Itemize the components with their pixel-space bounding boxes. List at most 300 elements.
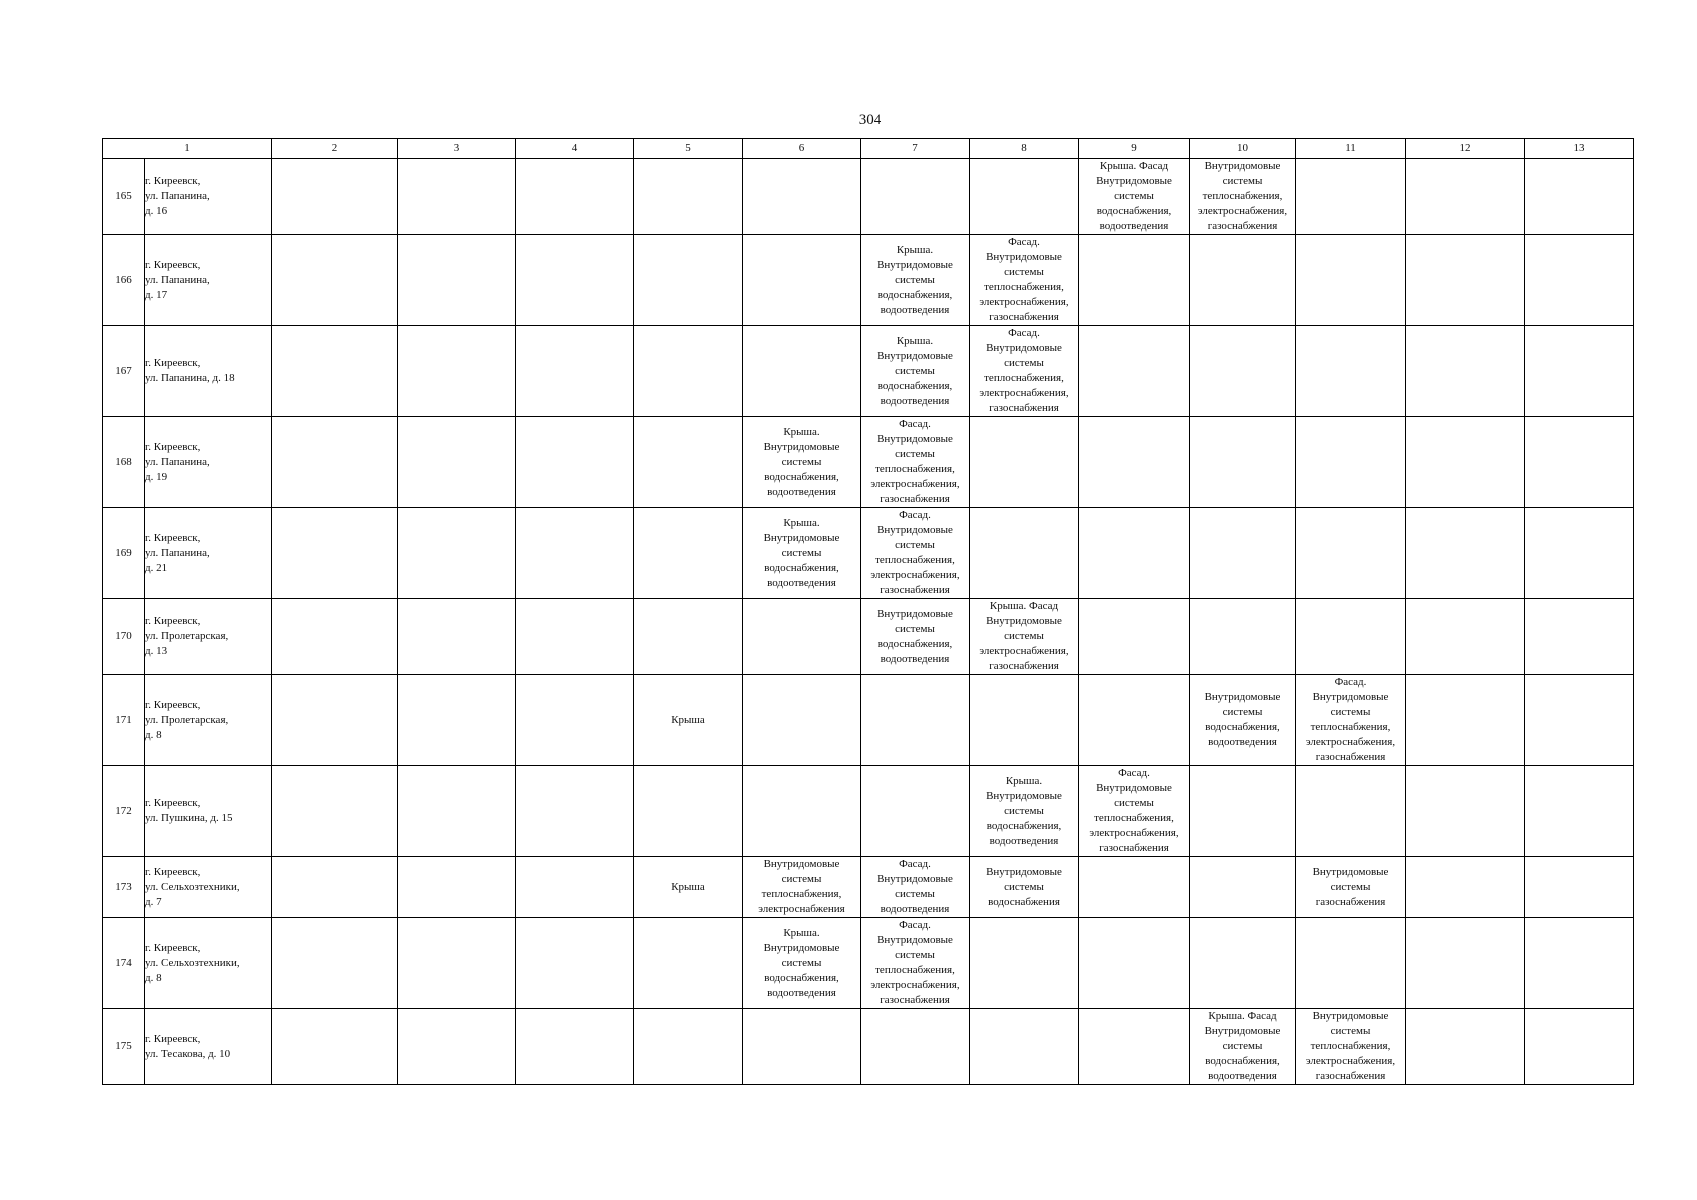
- work-cell-col-10: [1190, 326, 1296, 417]
- work-cell-col-9: [1079, 599, 1190, 675]
- table-row: [103, 918, 1634, 1009]
- address-line: г. Киреевск,: [145, 1032, 201, 1045]
- work-line: системы: [1004, 804, 1044, 817]
- work-line: Фасад.: [1118, 767, 1150, 779]
- address-cell: [145, 675, 272, 766]
- work-line: теплоснабжения,: [1094, 812, 1174, 824]
- row-number: 170: [103, 599, 145, 675]
- work-line: водоотведения: [767, 576, 836, 589]
- address-cell: [145, 857, 272, 918]
- table-row: [103, 159, 1634, 235]
- work-cell-col-9: [1079, 675, 1190, 766]
- work-cell-col-10: [1190, 766, 1296, 857]
- work-line: системы: [895, 888, 935, 900]
- work-cell-col-8: [970, 918, 1079, 1009]
- table-row: [103, 766, 1634, 857]
- table-row: [103, 417, 1634, 508]
- column-header: 10: [1190, 139, 1296, 159]
- work-line: системы: [1330, 1025, 1371, 1037]
- work-line: Фасад.: [1008, 327, 1040, 339]
- column-header: 9: [1079, 139, 1190, 159]
- work-line: газоснабжения: [1207, 220, 1278, 232]
- work-cell-col-3: [398, 599, 516, 675]
- work-cell-col-13: [1525, 599, 1634, 675]
- work-cell-col-12: [1406, 508, 1525, 599]
- work-cell-col-5: [634, 159, 743, 235]
- work-cell-col-8: [970, 675, 1079, 766]
- work-cell-col-6: [743, 235, 861, 326]
- work-cell-col-7: [861, 159, 970, 235]
- work-line: водоснабжения,: [1205, 1055, 1280, 1067]
- row-number: 171: [103, 675, 145, 766]
- work-cell-col-2: [272, 599, 398, 675]
- work-line: водоотведения: [880, 394, 950, 407]
- work-cell-col-8: [970, 417, 1079, 508]
- work-cell-col-9: [1079, 159, 1190, 235]
- work-cell-col-4: [516, 508, 634, 599]
- address-line: г. Киреевск,: [145, 615, 201, 627]
- work-line: системы: [1330, 706, 1371, 718]
- work-cell-col-5: [634, 326, 743, 417]
- work-line: электроснабжения,: [1305, 736, 1396, 748]
- work-cell-col-5: [634, 599, 743, 675]
- work-line: Крыша.: [783, 516, 820, 529]
- address-cell: [145, 417, 272, 508]
- work-line: газоснабжения: [989, 402, 1059, 414]
- work-cell-col-10: [1190, 918, 1296, 1009]
- work-line: Внутридомовые: [1312, 865, 1389, 878]
- work-cell-col-9: [1079, 1009, 1190, 1085]
- work-line: водоотведения: [1208, 736, 1277, 748]
- work-line: системы: [895, 364, 935, 377]
- work-cell-col-8: [970, 159, 1079, 235]
- work-line: Внутридомовые: [763, 858, 840, 870]
- work-line: Внутридомовые: [877, 433, 953, 445]
- row-number: 166: [103, 235, 145, 326]
- work-line: водоотведения: [767, 485, 836, 498]
- work-cell-col-3: [398, 159, 516, 235]
- work-line: системы: [895, 273, 935, 286]
- work-line: теплоснабжения,: [1310, 721, 1391, 733]
- work-cell-col-5: [634, 1009, 743, 1085]
- work-line: газоснабжения: [989, 311, 1059, 323]
- work-cell-col-5: [634, 508, 743, 599]
- work-line: системы: [1004, 630, 1044, 642]
- work-cell-col-6: [743, 508, 861, 599]
- work-cell-col-11: [1296, 326, 1406, 417]
- column-header: 5: [634, 139, 743, 159]
- work-cell-col-6: [743, 766, 861, 857]
- work-line: Крыша. Фасад: [1208, 1010, 1277, 1022]
- work-line: системы: [1222, 175, 1263, 187]
- column-header: 1: [103, 139, 272, 159]
- work-line: Внутридомовые: [877, 934, 953, 946]
- work-line: электроснабжения,: [1305, 1055, 1396, 1067]
- work-cell-col-6: [743, 599, 861, 675]
- work-cell-col-7: [861, 235, 970, 326]
- work-cell-col-5: [634, 675, 743, 766]
- table-row: [103, 508, 1634, 599]
- work-cell-col-8: [970, 857, 1079, 918]
- work-cell-col-11: [1296, 1009, 1406, 1085]
- table-row: [103, 675, 1634, 766]
- work-line: системы: [781, 546, 822, 559]
- work-line: электроснабжения,: [979, 387, 1069, 399]
- column-number-row: [103, 139, 1634, 159]
- work-cell-col-2: [272, 918, 398, 1009]
- address-line: ул. Папанина,: [145, 190, 210, 202]
- address-line: ул. Пролетарская,: [145, 713, 229, 726]
- work-cell-col-6: [743, 1009, 861, 1085]
- work-line: водоснабжения,: [986, 819, 1062, 832]
- work-cell-col-10: [1190, 159, 1296, 235]
- work-line: Фасад.: [899, 418, 931, 430]
- work-cell-col-10: [1190, 675, 1296, 766]
- work-line: Крыша.: [783, 425, 820, 438]
- address-line: г. Киреевск,: [145, 175, 201, 187]
- work-cell-col-13: [1525, 766, 1634, 857]
- work-line: Фасад.: [899, 509, 931, 521]
- work-line: Фасад.: [1008, 236, 1040, 248]
- work-cell-col-5: [634, 766, 743, 857]
- work-cell-col-13: [1525, 326, 1634, 417]
- work-line: теплоснабжения,: [984, 372, 1064, 384]
- work-cell-col-2: [272, 235, 398, 326]
- work-line: водоснабжения,: [1205, 721, 1280, 733]
- work-line: Крыша.: [896, 243, 934, 256]
- work-cell-col-7: [861, 326, 970, 417]
- work-line: газоснабжения: [880, 994, 950, 1006]
- work-line: системы: [895, 949, 935, 961]
- work-line: Внутридомовые: [877, 349, 953, 362]
- work-cell-col-3: [398, 326, 516, 417]
- work-cell-col-7: [861, 918, 970, 1009]
- address-line: г. Киреевск,: [145, 941, 201, 954]
- work-line: системы: [895, 448, 935, 460]
- work-line: водоснабжения,: [1096, 205, 1172, 217]
- row-number: 172: [103, 766, 145, 857]
- address-line: д. 8: [145, 728, 162, 741]
- work-cell-col-3: [398, 675, 516, 766]
- work-cell-col-8: [970, 1009, 1079, 1085]
- work-cell-col-2: [272, 766, 398, 857]
- work-cell-col-8: [970, 766, 1079, 857]
- work-cell-col-4: [516, 159, 634, 235]
- work-line: системы: [1004, 266, 1044, 278]
- work-cell-col-2: [272, 508, 398, 599]
- work-cell-col-13: [1525, 508, 1634, 599]
- work-cell-col-7: [861, 599, 970, 675]
- page-number: 304: [858, 112, 882, 128]
- work-line: Внутридомовые: [763, 531, 840, 544]
- work-cell-col-5: [634, 417, 743, 508]
- work-cell-col-12: [1406, 766, 1525, 857]
- work-line: водоснабжения: [988, 895, 1060, 908]
- work-cell-col-13: [1525, 417, 1634, 508]
- work-line: газоснабжения: [880, 584, 950, 596]
- work-line: теплоснабжения,: [875, 463, 955, 475]
- work-line: электроснабжения,: [1089, 827, 1179, 839]
- column-header: 11: [1296, 139, 1406, 159]
- address-line: ул. Папанина,: [145, 273, 210, 286]
- work-cell-col-11: [1296, 766, 1406, 857]
- address-line: ул. Тесакова, д. 10: [145, 1047, 231, 1060]
- work-line: Внутридомовые: [877, 524, 953, 536]
- work-cell-col-8: [970, 326, 1079, 417]
- work-cell-col-11: [1296, 675, 1406, 766]
- work-cell-col-13: [1525, 1009, 1634, 1085]
- work-line: Внутридомовые: [877, 873, 953, 885]
- work-line: Внутридомовые: [986, 342, 1062, 354]
- column-header: 3: [398, 139, 516, 159]
- work-line: теплоснабжения,: [1202, 190, 1283, 202]
- work-line: электроснабжения: [758, 903, 845, 915]
- row-number: 168: [103, 417, 145, 508]
- work-cell-col-8: [970, 508, 1079, 599]
- column-header: 2: [272, 139, 398, 159]
- work-line: водоснабжения,: [877, 637, 953, 650]
- table-row: [103, 1009, 1634, 1085]
- work-line: системы: [781, 956, 822, 969]
- row-number: 165: [103, 159, 145, 235]
- work-cell-col-11: [1296, 508, 1406, 599]
- address-line: д. 16: [145, 205, 168, 217]
- work-cell-col-12: [1406, 918, 1525, 1009]
- work-line: газоснабжения: [1099, 842, 1169, 854]
- work-line: Фасад.: [899, 858, 931, 870]
- table-row: [103, 326, 1634, 417]
- work-line: Крыша.: [896, 334, 934, 347]
- work-line: системы: [781, 455, 822, 468]
- address-line: ул. Пролетарская,: [145, 630, 229, 642]
- work-cell-col-6: [743, 417, 861, 508]
- work-cell-col-11: [1296, 235, 1406, 326]
- work-line: электроснабжения,: [870, 478, 960, 490]
- work-cell-col-12: [1406, 417, 1525, 508]
- work-cell-col-6: [743, 918, 861, 1009]
- repair-schedule-table: [102, 138, 1634, 1085]
- work-cell-col-10: [1190, 857, 1296, 918]
- address-line: ул. Сельхозтехники,: [145, 956, 240, 969]
- work-line: водоотведения: [1099, 220, 1169, 232]
- address-line: д. 8: [145, 971, 162, 984]
- work-line: газоснабжения: [1315, 1070, 1386, 1082]
- column-header: 7: [861, 139, 970, 159]
- work-cell-col-6: [743, 159, 861, 235]
- work-cell-col-12: [1406, 857, 1525, 918]
- work-cell-col-9: [1079, 918, 1190, 1009]
- address-line: г. Киреевск,: [145, 865, 201, 878]
- table-row: [103, 599, 1634, 675]
- work-line: Внутридомовые: [1096, 782, 1172, 794]
- address-line: ул. Сельхозтехники,: [145, 880, 240, 893]
- work-line: Крыша.: [783, 926, 820, 939]
- work-line: Внутридомовые: [877, 607, 953, 620]
- work-cell-col-6: [743, 857, 861, 918]
- work-line: Крыша. Фасад: [1099, 160, 1169, 172]
- work-line: системы: [781, 873, 822, 885]
- work-line: водоотведения: [989, 834, 1059, 847]
- work-line: газоснабжения: [989, 660, 1059, 672]
- work-cell-col-10: [1190, 1009, 1296, 1085]
- work-line: Внутридомовые: [1204, 691, 1281, 703]
- work-line: теплоснабжения,: [761, 888, 842, 900]
- work-cell-col-4: [516, 857, 634, 918]
- work-cell-col-7: [861, 417, 970, 508]
- work-line: Крыша: [671, 713, 705, 726]
- work-cell-col-11: [1296, 417, 1406, 508]
- work-cell-col-11: [1296, 599, 1406, 675]
- work-line: Внутридомовые: [986, 251, 1062, 263]
- row-number: 173: [103, 857, 145, 918]
- work-cell-col-8: [970, 599, 1079, 675]
- work-line: электроснабжения,: [870, 569, 960, 581]
- table-body: [103, 159, 1634, 1085]
- work-line: водоснабжения,: [764, 561, 839, 574]
- work-cell-col-10: [1190, 508, 1296, 599]
- work-line: системы: [1222, 1040, 1263, 1052]
- work-cell-col-9: [1079, 508, 1190, 599]
- work-cell-col-2: [272, 417, 398, 508]
- work-line: водоотведения: [880, 652, 950, 665]
- work-line: газоснабжения: [880, 493, 950, 505]
- work-line: Крыша: [671, 880, 705, 893]
- work-cell-col-12: [1406, 159, 1525, 235]
- address-line: ул. Папанина, д. 18: [145, 372, 235, 384]
- work-cell-col-6: [743, 675, 861, 766]
- work-line: Фасад.: [899, 919, 931, 931]
- work-cell-col-5: [634, 918, 743, 1009]
- work-line: Внутридомовые: [1096, 175, 1172, 187]
- work-cell-col-9: [1079, 326, 1190, 417]
- work-cell-col-10: [1190, 235, 1296, 326]
- work-cell-col-4: [516, 918, 634, 1009]
- work-line: водоотведения: [767, 986, 836, 999]
- work-cell-col-4: [516, 326, 634, 417]
- work-cell-col-11: [1296, 159, 1406, 235]
- table-row: [103, 235, 1634, 326]
- work-line: Внутридомовые: [1204, 160, 1281, 172]
- address-cell: [145, 599, 272, 675]
- work-cell-col-4: [516, 766, 634, 857]
- work-line: Внутридомовые: [877, 258, 953, 271]
- work-line: водоснабжения,: [877, 288, 953, 301]
- work-cell-col-2: [272, 159, 398, 235]
- work-cell-col-12: [1406, 599, 1525, 675]
- work-cell-col-4: [516, 599, 634, 675]
- work-cell-col-7: [861, 1009, 970, 1085]
- work-line: газоснабжения: [1315, 751, 1386, 763]
- work-cell-col-2: [272, 1009, 398, 1085]
- address-cell: [145, 326, 272, 417]
- address-line: г. Киреевск,: [145, 258, 201, 271]
- work-cell-col-7: [861, 675, 970, 766]
- work-cell-col-9: [1079, 857, 1190, 918]
- work-cell-col-10: [1190, 417, 1296, 508]
- work-cell-col-3: [398, 766, 516, 857]
- address-line: ул. Папанина,: [145, 455, 210, 468]
- work-line: Внутридомовые: [763, 941, 840, 954]
- work-line: системы: [1330, 880, 1371, 893]
- work-cell-col-2: [272, 326, 398, 417]
- work-line: электроснабжения,: [870, 979, 960, 991]
- work-cell-col-4: [516, 235, 634, 326]
- work-cell-col-2: [272, 675, 398, 766]
- work-line: Внутридомовые: [1312, 1010, 1389, 1022]
- work-cell-col-5: [634, 235, 743, 326]
- work-line: водоотведения: [880, 903, 950, 915]
- address-cell: [145, 159, 272, 235]
- address-line: г. Киреевск,: [145, 698, 201, 711]
- work-cell-col-6: [743, 326, 861, 417]
- address-line: ул. Папанина,: [145, 546, 210, 559]
- work-cell-col-13: [1525, 918, 1634, 1009]
- address-line: д. 19: [145, 470, 168, 483]
- work-cell-col-3: [398, 417, 516, 508]
- work-line: теплоснабжения,: [875, 964, 955, 976]
- work-line: системы: [1004, 880, 1044, 893]
- work-cell-col-2: [272, 857, 398, 918]
- work-line: Фасад.: [1334, 676, 1367, 688]
- work-cell-col-11: [1296, 918, 1406, 1009]
- work-cell-col-12: [1406, 675, 1525, 766]
- work-line: Внутридомовые: [986, 789, 1062, 802]
- work-cell-col-3: [398, 508, 516, 599]
- work-line: водоотведения: [1208, 1070, 1277, 1082]
- work-line: водоотведения: [880, 303, 950, 316]
- work-cell-col-13: [1525, 235, 1634, 326]
- column-header: 8: [970, 139, 1079, 159]
- address-line: г. Киреевск,: [145, 440, 201, 453]
- work-cell-col-4: [516, 675, 634, 766]
- work-cell-col-9: [1079, 235, 1190, 326]
- work-line: Крыша. Фасад: [989, 600, 1059, 612]
- work-cell-col-10: [1190, 599, 1296, 675]
- address-line: ул. Пушкина, д. 15: [145, 812, 233, 824]
- work-cell-col-4: [516, 1009, 634, 1085]
- work-line: теплоснабжения,: [984, 281, 1064, 293]
- work-cell-col-5: [634, 857, 743, 918]
- work-cell-col-9: [1079, 766, 1190, 857]
- address-cell: [145, 235, 272, 326]
- work-line: системы: [1004, 357, 1044, 369]
- work-line: Внутридомовые: [986, 865, 1062, 878]
- address-line: д. 21: [145, 561, 168, 574]
- row-number: 169: [103, 508, 145, 599]
- address-line: г. Киреевск,: [145, 531, 201, 544]
- work-line: электроснабжения,: [1197, 205, 1288, 217]
- work-line: теплоснабжения,: [1310, 1040, 1391, 1052]
- column-header: 12: [1406, 139, 1525, 159]
- work-cell-col-3: [398, 857, 516, 918]
- work-line: Крыша.: [1005, 774, 1043, 787]
- work-line: водоснабжения,: [764, 470, 839, 483]
- work-line: системы: [895, 539, 935, 551]
- work-cell-col-7: [861, 857, 970, 918]
- work-line: системы: [1222, 706, 1263, 718]
- address-line: д. 7: [145, 895, 162, 908]
- work-cell-col-3: [398, 235, 516, 326]
- work-cell-col-13: [1525, 675, 1634, 766]
- address-cell: [145, 508, 272, 599]
- work-line: Внутридомовые: [1204, 1025, 1281, 1037]
- address-line: г. Киреевск,: [145, 357, 201, 369]
- address-cell: [145, 766, 272, 857]
- row-number: 174: [103, 918, 145, 1009]
- work-cell-col-7: [861, 508, 970, 599]
- work-line: Внутридомовые: [763, 440, 840, 453]
- work-line: водоснабжения,: [877, 379, 953, 392]
